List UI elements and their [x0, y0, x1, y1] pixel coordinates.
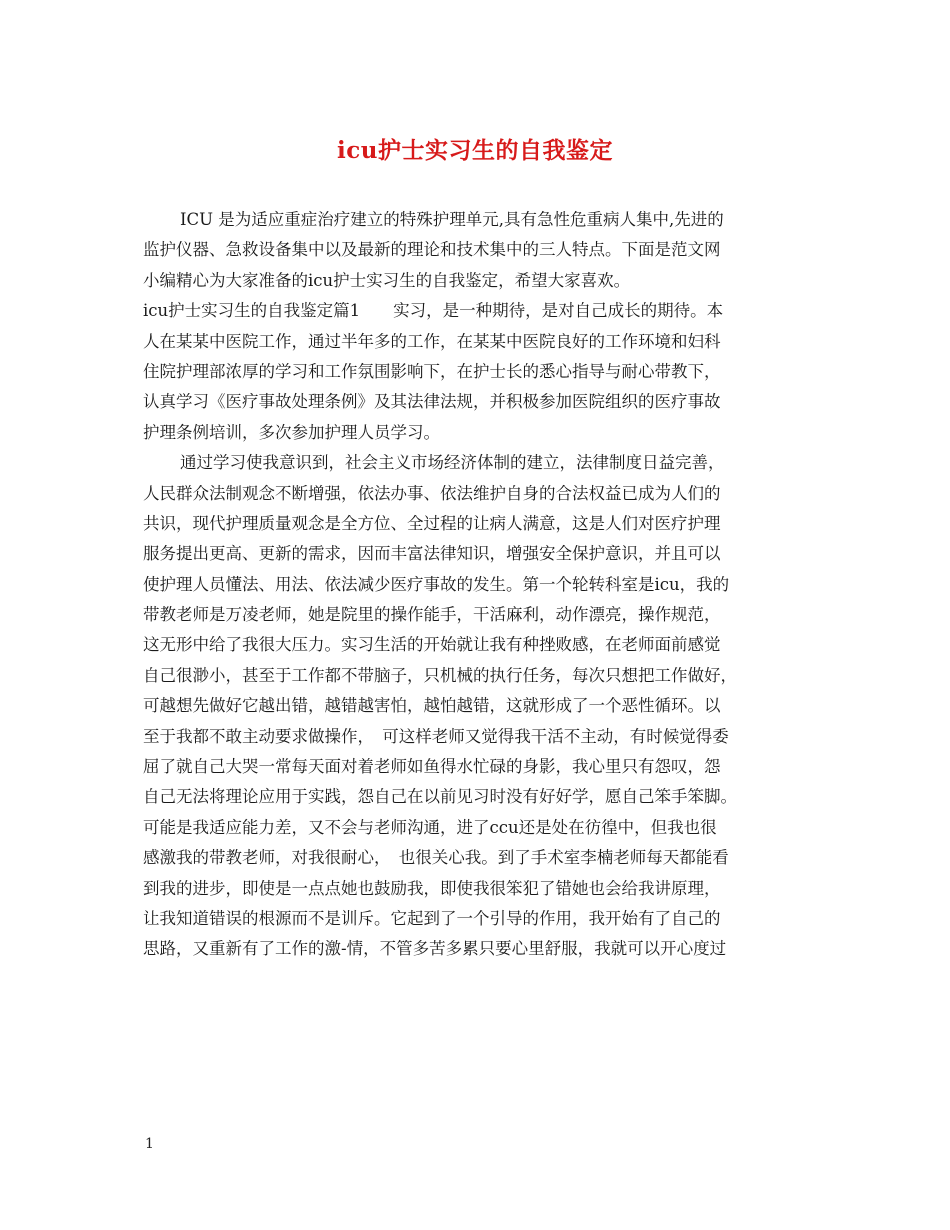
text-line: 屈了就自己大哭一常每天面对着老师如鱼得水忙碌的身影，我心里只有怨叹，怨: [143, 757, 721, 777]
text-line: 人民群众法制观念不断增强，依法办事、依法维护自身的合法权益已成为人们的: [143, 483, 721, 503]
text-line: 通过学习使我意识到，社会主义市场经济体制的建立，法律制度日益完善，: [180, 453, 725, 473]
text-line: 人在某某中医院工作，通过半年多的工作，在某某中医院良好的工作环境和妇科: [143, 331, 721, 351]
text-line: 让我知道错误的根源而不是训斥。它起到了一个引导的作用，我开始有了自己的: [143, 908, 721, 928]
text-line: 护理条例培训，多次参加护理人员学习。: [143, 422, 440, 442]
text-line: 自己很渺小，甚至于工作都不带脑子，只机械的执行任务，每次只想把工作做好，: [143, 665, 737, 685]
text-line: 服务提出更高、更新的需求，因而丰富法律知识，增强安全保护意识，并且可以: [143, 544, 721, 564]
page-number: 1: [145, 1136, 154, 1152]
text-line: icu护士实习生的自我鉴定篇1 实习，是一种期待，是对自己成长的期待。本: [143, 301, 724, 321]
text-line: 可越想先做好它越出错，越错越害怕，越怕越错，这就形成了一个恶性循环。以: [143, 696, 721, 716]
text-line: 共识，现代护理质量观念是全方位、全过程的让病人满意，这是人们对医疗护理: [143, 513, 721, 533]
text-line: ICU 是为适应重症治疗建立的特殊护理单元,具有急性危重病人集中,先进的: [180, 210, 724, 229]
text-line: 自己无法将理论应用于实践，怨自己在以前见习时没有好好学，愿自己笨手笨脚。: [143, 787, 737, 807]
document-title: icu护士实习生的自我鉴定: [337, 137, 613, 164]
text-line: 认真学习《医疗事故处理条例》及其法律法规，并积极参加医院组织的医疗事故: [143, 392, 721, 412]
text-line: 带教老师是万凌老师，她是院里的操作能手，干活麻利，动作漂亮，操作规范，: [143, 605, 721, 625]
text-line: 思路，又重新有了工作的激-情，不管多苦多累只要心里舒服，我就可以开心度过: [143, 939, 727, 959]
text-line: 感激我的带教老师，对我很耐心， 也很关心我。到了手术室李楠老师每天都能看: [143, 848, 729, 868]
document-body: [143, 205, 823, 965]
text-line: 使护理人员懂法、用法、依法减少医疗事故的发生。第一个轮转科室是icu，我的: [143, 574, 730, 594]
text-line: 至于我都不敢主动要求做操作， 可这样老师又觉得我干活不主动，有时候觉得委: [143, 726, 729, 746]
text-line: 住院护理部浓厚的学习和工作氛围影响下，在护士长的悉心指导与耐心带教下，: [143, 361, 721, 381]
text-line: 监护仪器、急救设备集中以及最新的理论和技术集中的三人特点。下面是范文网: [143, 240, 721, 260]
text-line: 这无形中给了我很大压力。实习生活的开始就让我有种挫败感，在老师面前感觉: [143, 635, 721, 655]
text-line: 到我的进步，即使是一点点她也鼓励我，即使我很笨犯了错她也会给我讲原理，: [143, 878, 721, 898]
text-line: 可能是我适应能力差，又不会与老师沟通，进了ccu还是处在彷徨中，但我也很: [143, 817, 717, 837]
text-line: 小编精心为大家准备的icu护士实习生的自我鉴定，希望大家喜欢。: [143, 270, 631, 290]
